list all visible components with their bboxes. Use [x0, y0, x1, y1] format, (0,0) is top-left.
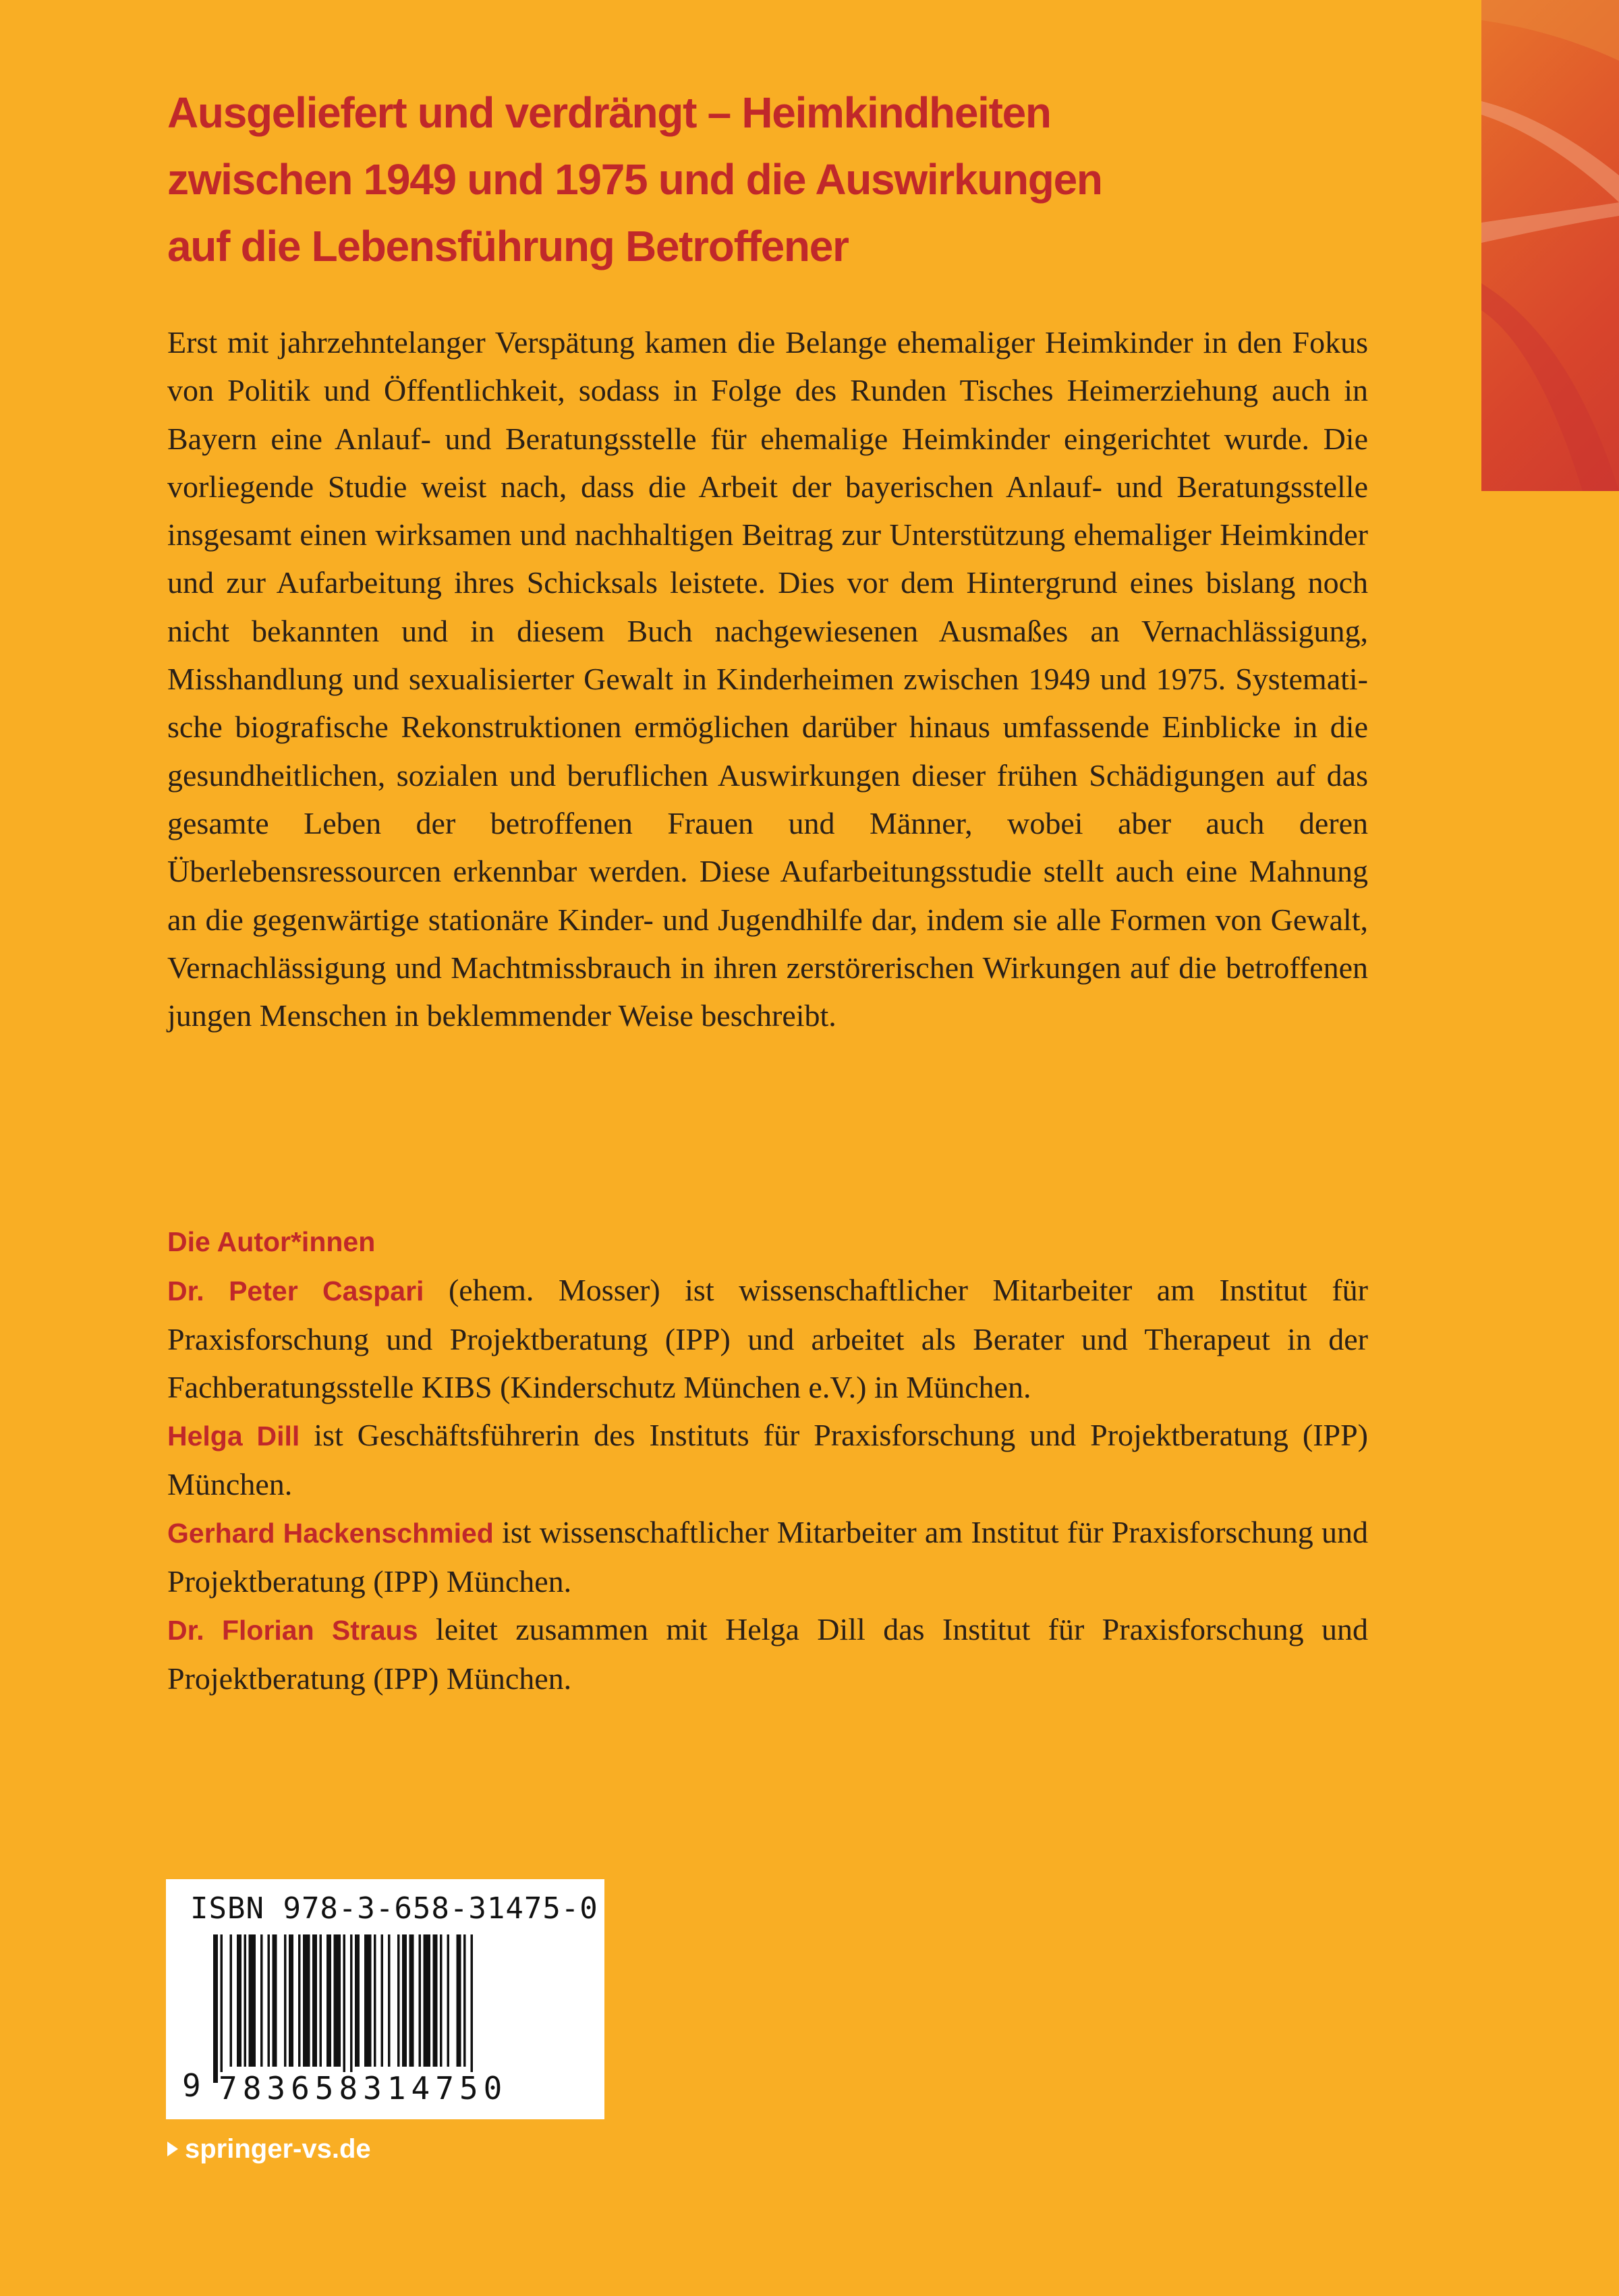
barcode-bar — [440, 1934, 443, 2067]
author-name: Dr. Peter Caspari — [167, 1275, 424, 1307]
barcode-bar — [303, 1934, 310, 2067]
barcode-bar — [298, 1934, 301, 2067]
barcode-bar — [244, 1934, 247, 2067]
barcode-bar — [260, 1934, 263, 2067]
author-entry — [167, 1605, 1368, 1702]
barcode-bar — [273, 1934, 277, 2067]
barcode-bar — [334, 1934, 341, 2067]
author-entry — [167, 1508, 1368, 1605]
barcode-bar — [213, 1934, 218, 2083]
barcode-bar — [364, 1934, 372, 2067]
corner-decoration — [1481, 0, 1619, 491]
barcode-bar — [350, 1934, 353, 2083]
barcode-bar — [397, 1934, 400, 2067]
author-entry — [167, 1411, 1368, 1508]
barcode-bar — [471, 1934, 474, 2083]
barcode-bar — [221, 1934, 223, 2083]
barcode-bars — [213, 1934, 564, 2083]
corner-swoosh-graphic — [1481, 0, 1619, 491]
author-name: Helga Dill — [167, 1420, 300, 1452]
ean-digits: 783658314750 — [219, 2072, 596, 2104]
title-line-2: zwischen 1949 und 1975 und die Auswirkungen — [167, 155, 1102, 204]
barcode-bar — [381, 1934, 384, 2067]
authors-section — [167, 1218, 1368, 1702]
barcode-bar — [343, 1934, 346, 2083]
ean-first-digit: 9 — [182, 2067, 201, 2104]
barcode-bar — [463, 1934, 466, 2067]
barcode-bar — [409, 1934, 414, 2067]
barcode-bar — [320, 1934, 322, 2067]
website-url[interactable]: springer-vs.de — [185, 2133, 371, 2164]
author-bio: ist Geschäftsführerin des Instituts für Praxisforschung und Projektberatung (IPP) München. — [167, 1418, 1369, 1501]
barcode-bar — [237, 1934, 242, 2067]
author-bio: ist wissenschaftlicher Mitarbeiter am Institut für Praxisforschung und Projektberatung (IPP) München. — [167, 1515, 1368, 1599]
barcode-bar — [447, 1934, 450, 2067]
isbn-barcode — [166, 1879, 604, 2119]
barcode-bar — [230, 1934, 233, 2067]
barcode-bar — [355, 1934, 360, 2067]
author-bio: leitet zusammen mit Helga Dill das Institut für Praxisforschung und Projektberatung (IPP) München. — [167, 1612, 1369, 1696]
barcode-bar — [388, 1934, 391, 2067]
barcode-bar — [268, 1934, 271, 2067]
barcode-bar — [289, 1934, 293, 2067]
barcode-bar — [402, 1934, 407, 2067]
title-line-1: Ausgeliefert und verdrängt – Heimkindheiten — [167, 88, 1051, 137]
website-link[interactable] — [167, 2129, 371, 2169]
barcode-bar — [433, 1934, 438, 2067]
author-bio: (ehem. Mosser) ist wissenschaftlicher Mitarbeiter am Institut für Praxisforschung und Projektberatung (IPP) und arbeitet als Berater und Therapeut in der Fachberatungsstelle KIBS (Kinderschutz München e.V.) in München. — [167, 1273, 1368, 1404]
triangle-right-icon — [167, 2142, 178, 2156]
title-line-3: auf die Lebensführung Betroffener — [167, 222, 849, 270]
barcode-bar — [457, 1934, 461, 2067]
book-title — [167, 80, 1368, 280]
isbn-label: ISBN 978-3-658-31475-0 — [190, 1891, 598, 1926]
barcode-bar — [326, 1934, 331, 2067]
book-abstract: Erst mit jahrzehntelanger Verspätung kamen die Belange ehemaliger Heimkinder in den Fokus von Politik und Öffentlichkeit, sodass in Folge des Runden Tisches Heimerziehung auch in Bayern eine Anlauf- und Beratungsstelle für ehemalige Heimkinder eingerichtet wurde. Die vorliegende Studie weist nach, dass die Arbeit der bayerischen Anlauf- und Beratungsstelle insgesamt einen wirksamen und nachhaltigen Beitrag zur Unterstützung ehemaliger Heimkinder und zur Aufarbeitung ihres Schicksals leistete. Dies vor dem Hintergrund eines bislang noch nicht bekannten und in diesem Buch nachgewiesenen Ausmaßes an Vernachlässigung, Misshandlung und sexualisierter Gewalt in Kinderheimen zwischen 1949 und 1975. Systematische biografische Rekonstruktionen ermöglichen darüber hinaus umfassende Einblicke in die gesundheitlichen, sozialen und beruflichen Auswirkungen dieser frühen Schädigungen auf das gesamte Leben der betroffenen Frauen und Männer, wobei aber auch deren Überlebensressourcen erkennbar werden. Diese Aufarbeitungsstudie stellt auch eine Mahnung an die gegenwärtige stationäre Kinder- und Jugendhilfe dar, indem sie alle Formen von Gewalt, Vernachlässigung und Machtmissbrauch in ihren zerstörerischen Wirkungen auf die betroffenen jungen Menschen in beklemmender Weise beschreibt. — [167, 325, 1368, 1033]
barcode-bar — [424, 1934, 431, 2067]
author-name: Dr. Florian Straus — [167, 1615, 418, 1646]
barcode-bar — [312, 1934, 317, 2067]
author-name: Gerhard Hackenschmied — [167, 1518, 494, 1549]
author-entry — [167, 1266, 1368, 1411]
authors-heading: Die Autor*innen — [167, 1226, 376, 1257]
barcode-bar — [374, 1934, 376, 2067]
barcode-bar — [284, 1934, 287, 2067]
barcode-bar — [249, 1934, 256, 2067]
barcode-bar — [419, 1934, 422, 2067]
